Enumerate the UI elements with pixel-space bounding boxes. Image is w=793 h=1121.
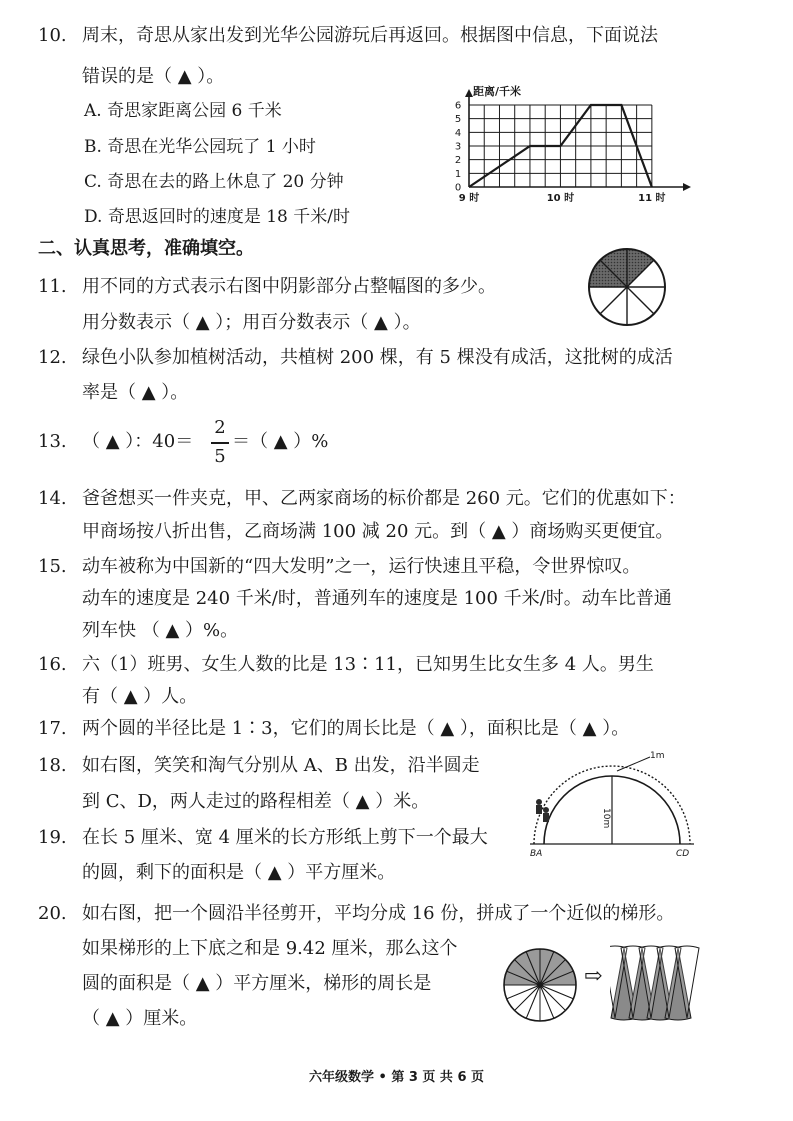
approximate-trapezoid-figure (610, 940, 700, 1024)
y-tick-label: 2 (454, 155, 462, 167)
q13-fraction-denominator: 5 (214, 446, 226, 467)
q10-option-a: A. 奇思家距离公园 6 千米 (84, 101, 282, 121)
q12-stem-line2: 率是（ ▲ ）。 (82, 382, 189, 403)
q10-stem-line1: 周末，奇思从家出发到光华公园游玩后再返回。根据图中信息，下面说法 (82, 25, 658, 46)
q13-number: 13. (38, 431, 67, 452)
q15-stem-line2: 动车的速度是 240 千米/时，普通列车的速度是 100 千米/时。动车比普通 (82, 588, 672, 609)
page-footer: 六年级数学 • 第 3 页 共 6 页 (308, 1070, 485, 1085)
q20-stem-line1: 如右图，把一个圆沿半径剪开，平均分成 16 份，拼成了一个近似的梯形。 (82, 903, 675, 924)
q17-stem-line1: 两个圆的半径比是 1∶3，它们的周长比是（ ▲ ），面积比是（ ▲ ）。 (82, 718, 630, 739)
q10-option-c: C. 奇思在去的路上休息了 20 分钟 (84, 172, 344, 192)
q18-stem-line1: 如右图，笑笑和淘气分别从 A、B 出发，沿半圆走 (82, 755, 480, 776)
y-tick-label: 4 (454, 127, 462, 139)
q14-stem-line1: 爸爸想买一件夹克，甲、乙两家商场的标价都是 260 元。它们的优惠如下： (82, 488, 686, 509)
q11-stem-line2: 用分数表示（ ▲ ）；用百分数表示（ ▲ ）。 (82, 312, 421, 333)
q18-stem-line2: 到 C、D，两人走过的路程相差（ ▲ ）米。 (82, 791, 430, 812)
q11-number: 11. (38, 276, 67, 297)
q14-stem-line2: 甲商场按八折出售，乙商场满 100 减 20 元。到（ ▲ ）商场购买更便宜。 (82, 521, 674, 542)
y-axis-arrow (465, 89, 473, 97)
q11-stem-line1: 用不同的方式表示右图中阴影部分占整幅图的多少。 (82, 276, 496, 297)
q16-number: 16. (38, 654, 67, 675)
shaded-circle-figure (586, 246, 668, 328)
q13-part1: （ ▲ ）：40＝ (82, 431, 194, 452)
chart-axes (465, 89, 691, 191)
section-2-title: 二、认真思考，准确填空。 (38, 238, 254, 259)
x-tick-label: 9 时 (458, 193, 480, 204)
circle-radius-lines (589, 249, 665, 325)
q15-stem-line3: 列车快 （ ▲ ）%。 (82, 620, 239, 641)
q20-number: 20. (38, 903, 67, 924)
q13-fraction-numerator: 2 (214, 417, 226, 438)
y-tick-label: 5 (454, 114, 462, 126)
q13-part2: ＝（ ▲ ）% (232, 431, 329, 452)
q12-number: 12. (38, 347, 67, 368)
transform-arrow-icon: ⇨ (584, 964, 603, 989)
q19-stem-line2: 的圆，剩下的面积是（ ▲ ）平方厘米。 (82, 862, 396, 883)
end-points-label: CD (676, 849, 690, 859)
q19-number: 19. (38, 827, 67, 848)
q16-stem-line1: 六（1）班男、女生人数的比是 13∶11，已知男生比女生多 4 人。男生 (82, 654, 654, 675)
x-tick-label: 11 时 (638, 193, 666, 204)
sixteen-sector-circle (500, 945, 580, 1025)
y-tick-label: 6 (454, 100, 462, 112)
chart-y-axis-label: 距离/千米 (473, 85, 522, 98)
q14-number: 14. (38, 488, 67, 509)
q10-stem-line2: 错误的是（ ▲ ）。 (82, 66, 225, 87)
q19-stem-line1: 在长 5 厘米、宽 4 厘米的长方形纸上剪下一个最大 (82, 827, 488, 848)
y-tick-label: 3 (454, 141, 462, 153)
q17-number: 17. (38, 718, 67, 739)
q15-stem-line1: 动车被称为中国新的“四大发明”之一，运行快速且平稳，令世界惊叹。 (82, 556, 641, 577)
q15-number: 15. (38, 556, 67, 577)
q13-fraction-bar (211, 442, 229, 444)
q20-stem-line4: （ ▲ ）厘米。 (82, 1008, 198, 1029)
start-points-label: BA (530, 849, 543, 859)
gap-label: 1m (650, 751, 665, 761)
x-axis-arrow (683, 183, 691, 191)
q16-stem-line2: 有（ ▲ ）人。 (82, 686, 198, 707)
q10-number: 10. (38, 25, 67, 46)
y-tick-label: 0 (454, 182, 462, 194)
semicircle-track-figure (524, 748, 700, 860)
q10-option-d: D. 奇思返回时的速度是 18 千米/时 (84, 207, 350, 227)
q10-option-b: B. 奇思在光华公园玩了 1 小时 (84, 137, 316, 157)
q20-stem-line3: 圆的面积是（ ▲ ）平方厘米，梯形的周长是 (82, 973, 432, 994)
x-tick-label: 10 时 (546, 193, 575, 204)
q12-stem-line1: 绿色小队参加植树活动，共植树 200 棵，有 5 棵没有成活，这批树的成活 (82, 347, 673, 368)
y-tick-label: 1 (454, 168, 462, 180)
radius-label: 10m (601, 808, 611, 829)
q20-stem-line2: 如果梯形的上下底之和是 9.42 厘米，那么这个 (82, 938, 458, 959)
q18-number: 18. (38, 755, 67, 776)
distance-time-chart (445, 78, 715, 213)
